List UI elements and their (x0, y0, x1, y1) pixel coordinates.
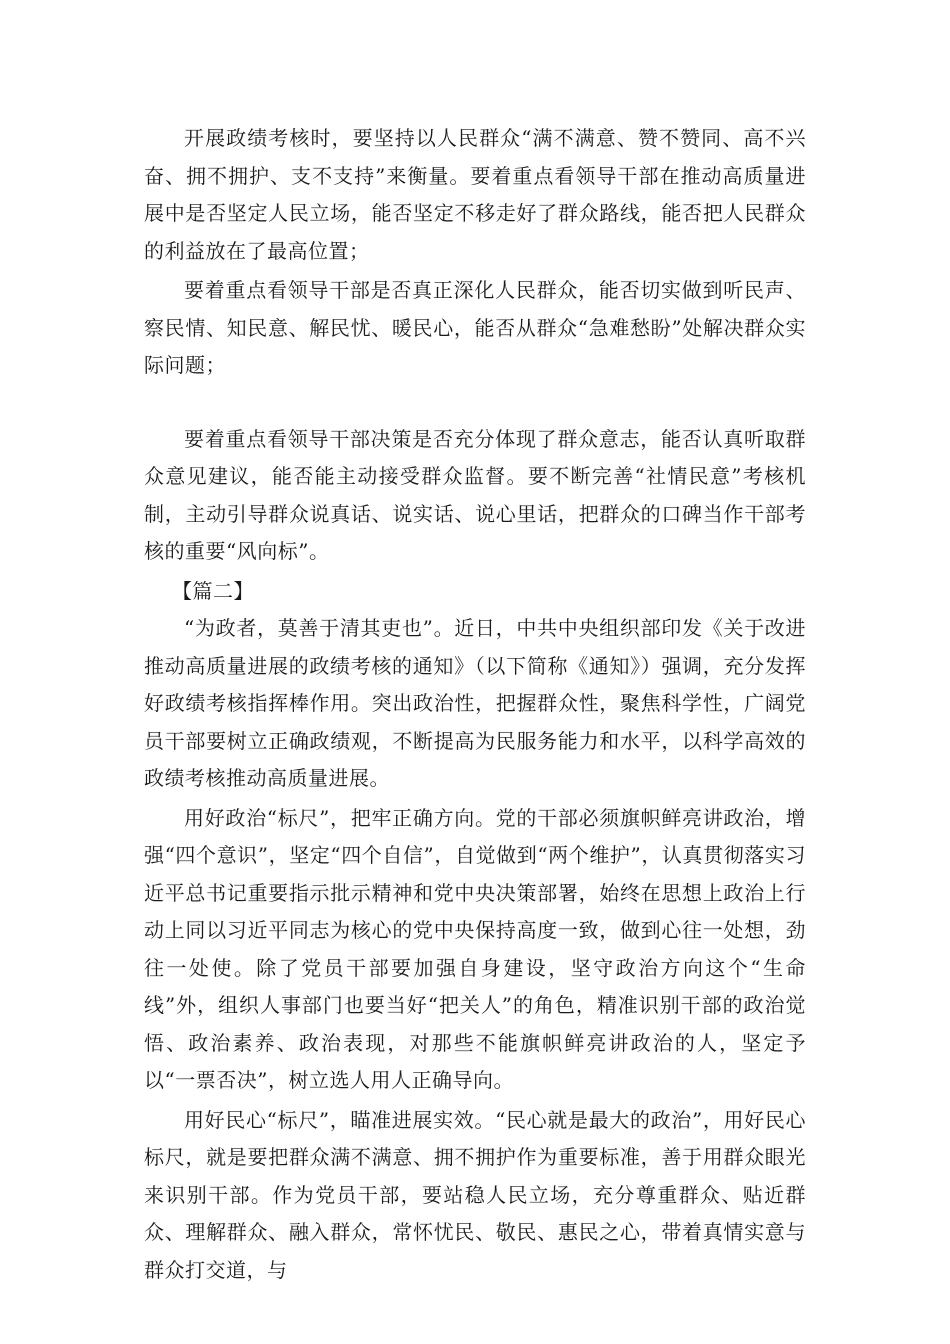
section-heading: 【篇二】 (172, 578, 254, 603)
paragraph-1: 开展政绩考核时，要坚持以人民群众“满不满意、赞不赞同、高不兴奋、拥不拥护、支不支持”来衡量。要着重点看领导干部在推动高质量进展中是否坚定人民立场，能否坚定不移走好了群众路线，能否把人民群众的利益放在了最高位置； (144, 126, 806, 263)
section-paragraph-1: “为政者，莫善于清其吏也”。近日，中共中央组织部印发《关于改进推动高质量进展的政绩考核的通知》（以下简称《通知》）强调，充分发挥好政绩考核指挥棒作用。突出政治性，把握群众性，聚焦科学性，广阔党员干部要树立正确政绩观，不断提高为民服务能力和水平，以科学高效的政绩考核推动高质量进展。 (144, 616, 806, 790)
paragraph-gap (144, 385, 806, 421)
document-body (144, 120, 806, 1289)
paragraph-2: 要着重点看领导干部是否真正深化人民群众，能否切实做到听民声、察民情、知民意、解民忧、暖民心，能否从群众“急难愁盼”处解决群众实际问题； (144, 278, 806, 377)
section-paragraph-2: 用好政治“标尺”，把牢正确方向。党的干部必须旗帜鲜亮讲政治，增强“四个意识”，坚定“四个自信”，自觉做到“两个维护”，认真贯彻落实习近平总书记重要指示批示精神和党中央决策部署，始终在思想上政治上行动上同以习近平同志为核心的党中央保持高度一致，做到心往一处想，劲往一处使。除了党员干部要加强自身建设，坚守政治方向这个“生命线”外，组织人事部门也要当好“把关人”的角色，精准识别干部的政治觉悟、政治素养、政治表现，对那些不能旗帜鲜亮讲政治的人，坚定予以“一票否决”，树立选人用人正确导向。 (144, 805, 806, 1092)
paragraph-3: 要着重点看领导干部决策是否充分体现了群众意志，能否认真听取群众意见建议，能否能主动接受群众监督。要不断完善“社情民意”考核机制，主动引导群众说真话、说实话、说心里话，把群众的口碑当作干部考核的重要“风向标”。 (144, 426, 806, 563)
section-paragraph-3: 用好民心“标尺”，瞄准进展实效。“民心就是最大的政治”，用好民心标尺，就是要把群众满不满意、拥不拥护作为重要标准，善于用群众眼光来识别干部。作为党员干部，要站稳人民立场，充分尊重群众、贴近群众、理解群众、融入群众，常怀忧民、敬民、惠民之心，带着真情实意与群众打交道，与 (144, 1107, 806, 1282)
